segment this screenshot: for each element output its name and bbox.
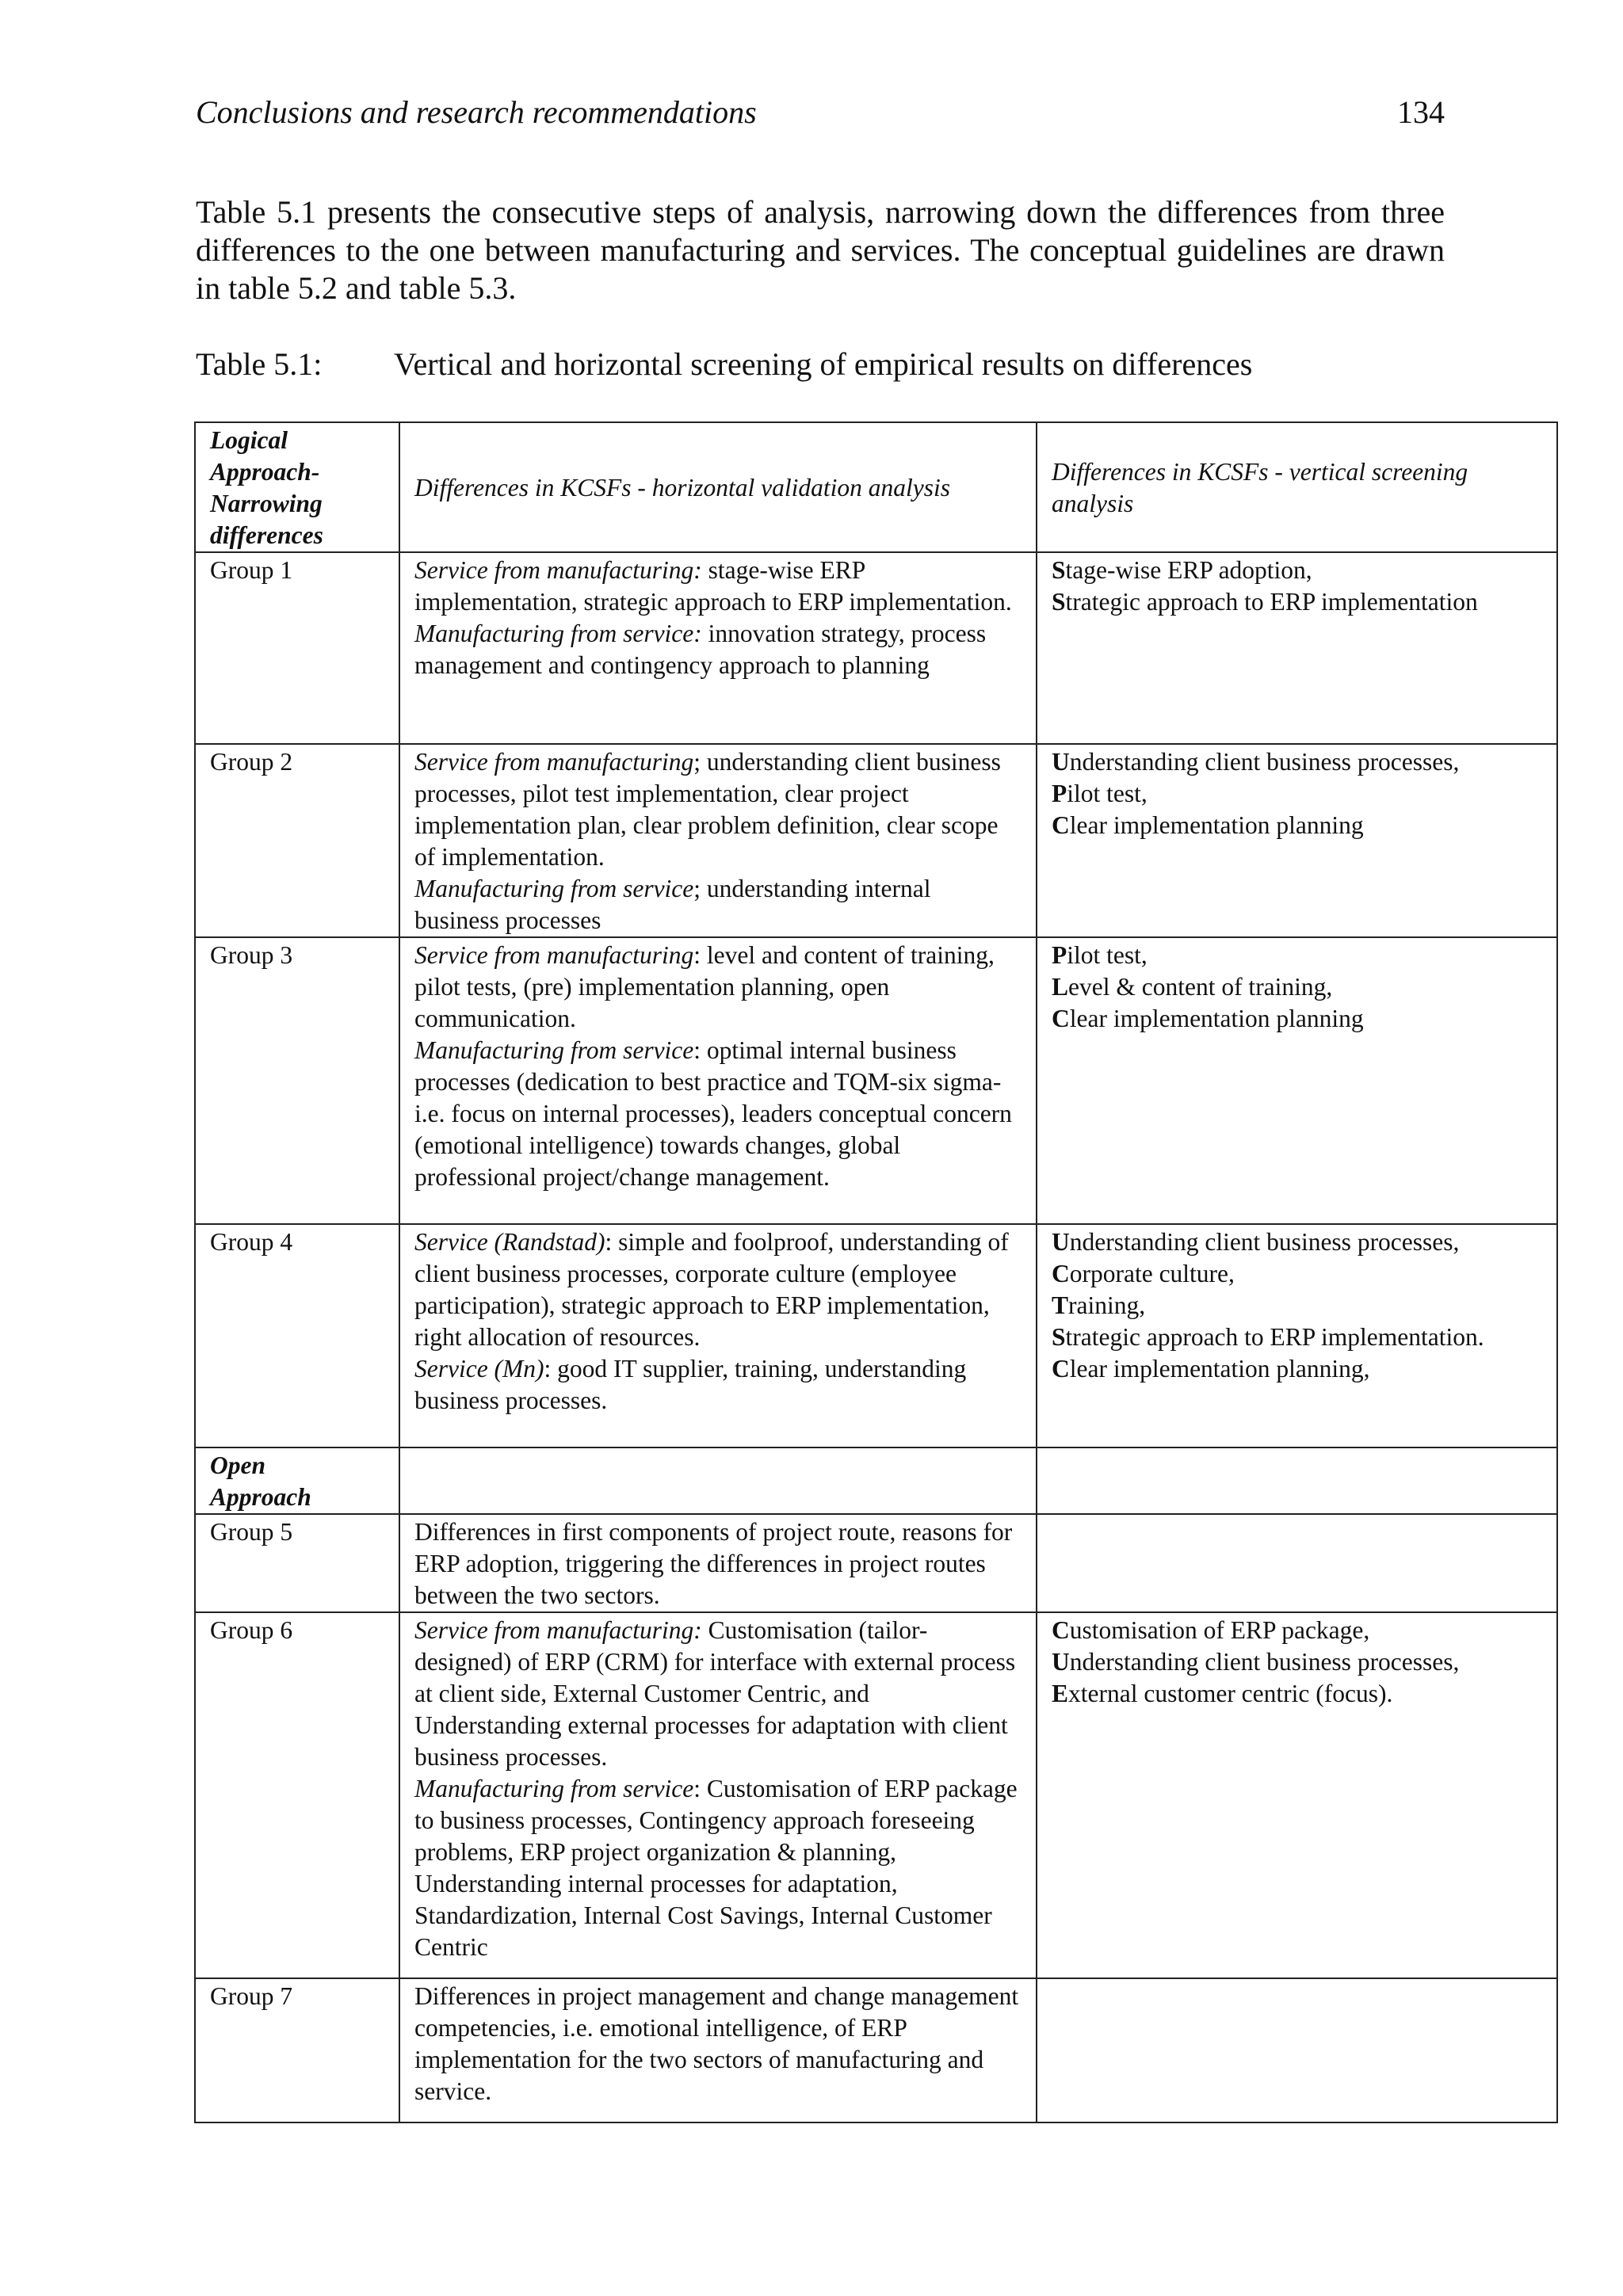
header-cell-approach [195,422,399,552]
table-row [195,1224,1557,1447]
factor-line [1052,1646,1542,1678]
segment-label: Service from manufacturing [414,941,694,969]
factor-line [1052,1322,1542,1353]
header-cell-horizontal: Differences in KCSFs - horizontal validation analysis [399,422,1037,552]
factor-initial: C [1052,1005,1070,1032]
factor-text: nderstanding client business processes, [1069,1228,1460,1256]
factor-line [1052,1353,1542,1385]
group-label: Group 7 [195,1978,399,2122]
factor-line [1052,940,1542,971]
vertical-analysis-cell [1037,1514,1557,1612]
section-row-open-approach [195,1447,1557,1514]
factor-initial: C [1052,811,1070,839]
segment-text: : level and content of training, pilot tests, (pre) implementation planning, open communication. [414,941,995,1032]
factor-text: ilot test, [1067,780,1148,807]
segment-text: ; understanding internal business processes [414,875,931,934]
vertical-analysis-cell [1037,1978,1557,2122]
factor-text: ilot test, [1067,941,1148,969]
factor-text: ustomisation of ERP package, [1069,1616,1370,1644]
table-row [195,552,1557,744]
empty-cell [1037,1447,1557,1514]
factor-initial: C [1052,1355,1070,1383]
horizontal-analysis-cell [399,1612,1037,1978]
segment-label: Manufacturing from service [414,1036,694,1064]
vertical-analysis-cell [1037,552,1557,744]
factor-initial: C [1052,1616,1070,1644]
header-approach-line: Narrowing [210,490,323,517]
factor-text: lear implementation planning [1069,811,1364,839]
horizontal-analysis-cell [399,552,1037,744]
factor-text: lear implementation planning [1069,1005,1364,1032]
horizontal-analysis-cell: Differences in project management and change management competencies, i.e. emotional intelligence, of ERP implementation for the two sectors of manufacturing and service. [399,1978,1037,2122]
factor-text: nderstanding client business processes, [1069,1648,1460,1676]
open-approach-line: Open [210,1451,265,1479]
factor-text: tage-wise ERP adoption, [1065,556,1312,584]
group-label: Group 4 [195,1224,399,1447]
vertical-analysis-cell [1037,744,1557,937]
segment-label: Service from manufacturing [414,748,694,776]
factor-text: trategic approach to ERP implementation. [1065,1323,1484,1351]
factor-line [1052,1258,1542,1290]
open-approach-line: Approach [210,1483,311,1511]
factor-line [1052,1226,1542,1258]
table-row [195,1514,1557,1612]
factor-line [1052,746,1542,778]
factor-line [1052,810,1542,841]
factor-initial: U [1052,1228,1070,1256]
segment-text: Customisation (tailor-designed) of ERP (CRM) for interface with external process at client side, External Customer Centric, and Understanding external processes for adaptation with client business processes. [414,1616,1016,1771]
factor-initial: T [1052,1291,1069,1319]
factor-initial: C [1052,1260,1070,1287]
segment-label: Manufacturing from service [414,875,694,902]
group-label: Group 1 [195,552,399,744]
table-caption [196,345,1445,383]
table-row [195,1978,1557,2122]
screening-table [194,421,1558,2123]
factor-line [1052,1678,1542,1710]
factor-line [1052,778,1542,810]
horizontal-analysis-cell [399,937,1037,1224]
segment-text: : optimal internal business processes (dedication to best practice and TQM-six sigma-i.e. focus on internal processes), leaders conceptual concern (emotional intelligence) towards changes, global professional project/change management. [414,1036,1012,1191]
table-caption-text: Vertical and horizontal screening of empirical results on differences [394,346,1253,382]
segment-label: Manufacturing from service: [414,620,702,647]
factor-text: nderstanding client business processes, [1069,748,1460,776]
segment-text: : Customisation of ERP package to business processes, Contingency approach foreseeing problems, ERP project organization & planning, Understanding internal processes for adaptation, Standardization, Internal Cost Savings, Internal Customer Centric [414,1775,1018,1961]
factor-initial: E [1052,1680,1069,1707]
segment-text: stage-wise ERP implementation, strategic approach to ERP implementation. [414,556,1012,616]
group-label: Group 2 [195,744,399,937]
factor-initial: U [1052,1648,1070,1676]
header-approach-line: Logical [210,426,288,454]
factor-initial: S [1052,1323,1066,1351]
factor-initial: U [1052,748,1070,776]
vertical-analysis-cell [1037,1612,1557,1978]
group-label: Group 5 [195,1514,399,1612]
open-approach-label [195,1447,399,1514]
factor-line [1052,586,1542,618]
factor-line [1052,1615,1542,1646]
factor-initial: L [1052,973,1069,1001]
group-label: Group 3 [195,937,399,1224]
table-caption-label: Table 5.1: [196,346,323,382]
group-label: Group 6 [195,1612,399,1978]
segment-label: Service from manufacturing: [414,556,702,584]
segment-label: Service (Randstad) [414,1228,605,1256]
factor-text: xternal customer centric (focus). [1068,1680,1393,1707]
header-cell-vertical: Differences in KCSFs - vertical screening analysis [1037,422,1557,552]
running-title: Conclusions and research recommendations [196,94,757,130]
segment-label: Service (Mn) [414,1355,544,1383]
table-row [195,937,1557,1224]
factor-line [1052,971,1542,1003]
segment-label: Service from manufacturing: [414,1616,702,1644]
factor-initial: P [1052,941,1067,969]
table-row [195,1612,1557,1978]
factor-text: trategic approach to ERP implementation [1065,588,1478,616]
factor-initial: S [1052,588,1066,616]
segment-text: ; understanding client business processes, pilot test implementation, clear project implementation plan, clear problem definition, clear scope of implementation. [414,748,1001,871]
horizontal-analysis-cell: Differences in first components of project route, reasons for ERP adoption, triggering the differences in project routes between the two sectors. [399,1514,1037,1612]
segment-text: : good IT supplier, training, understanding business processes. [414,1355,967,1414]
horizontal-analysis-cell [399,1224,1037,1447]
table-row [195,744,1557,937]
factor-text: raining, [1068,1291,1146,1319]
factor-text: orporate culture, [1069,1260,1235,1287]
factor-line [1052,555,1542,586]
running-header [196,93,1445,132]
factor-text: lear implementation planning, [1069,1355,1370,1383]
header-approach-line: differences [210,521,323,549]
segment-text: innovation strategy, process management and contingency approach to planning [414,620,987,679]
empty-cell [399,1447,1037,1514]
table-header-row [195,422,1557,552]
horizontal-analysis-cell [399,744,1037,937]
factor-text: evel & content of training, [1068,973,1333,1001]
factor-initial: S [1052,556,1066,584]
factor-line [1052,1003,1542,1035]
vertical-analysis-cell [1037,1224,1557,1447]
header-approach-line: Approach- [210,458,320,486]
segment-text: : simple and foolproof, understanding of client business processes, corporate culture (employee participation), strategic approach to ERP implementation, right allocation of resources. [414,1228,1009,1351]
factor-initial: P [1052,780,1067,807]
segment-label: Manufacturing from service [414,1775,694,1802]
factor-line [1052,1290,1542,1322]
page-number: 134 [1397,94,1445,130]
vertical-analysis-cell [1037,937,1557,1224]
intro-paragraph: Table 5.1 presents the consecutive steps of analysis, narrowing down the differences from three differences to the one between manufacturing and services. The conceptual guidelines are drawn in table 5.2 and table 5.3. [196,194,1445,306]
